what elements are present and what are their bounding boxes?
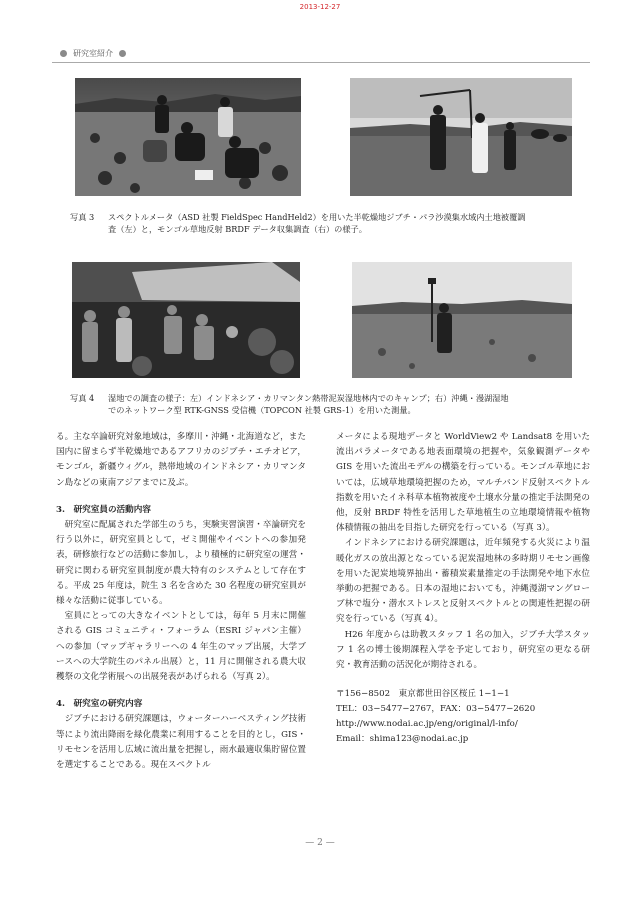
photo-4-right xyxy=(352,262,572,378)
email-address[interactable]: Email：shima123@nodai.ac.jp xyxy=(336,734,469,745)
page-number: — 2 — xyxy=(305,838,335,848)
photo-4-caption-line2: でのネットワーク型 RTK-GNSS 受信機（TOPCON 社製 GRS-1）を用いた測量。 xyxy=(108,405,416,415)
section-header xyxy=(60,48,126,59)
postal-address: 〒156−8502 東京都世田谷区桜丘 1−1−1 xyxy=(336,689,510,700)
right-paragraph-3: H26 年度からは助教スタッフ 1 名の加入，ジブチ大学スタッフ 1 名の博士後期課程入学を予定しており，研究室の更なる研究・教育活動の活況化が期待される。 xyxy=(336,629,590,671)
website-url[interactable]: http://www.nodai.ac.jp/eng/original/l-info/ xyxy=(336,719,518,730)
section-4-heading: 4. 研究室の研究内容 xyxy=(56,699,143,710)
section-3-paragraph-1: 研究室に配属された学部生のうち，実験実習演習・卒論研究を行う以外に，研究室員として，ゼミ開催やイベントへの参加発表，研修旅行などの活動に参加し，より積極的に研究室の運営・研究に関わる研究室員制度が農大特有のシステムとして存在する。平成 25 年度は，院生 3 名を含めた 30 名程度の研究室員が様々な活動に従事している。 xyxy=(56,520,306,607)
phone-fax: TEL：03−5477−2767，FAX：03−5477−2620 xyxy=(336,704,536,715)
contact-block xyxy=(336,687,590,747)
photo-4-number: 写真 4 xyxy=(70,393,95,403)
right-paragraph-2: インドネシアにおける研究課題は，近年頻発する火災により温暖化ガスの放出源となっている泥炭湿地林の多時期リモセン画像を用いた泥炭地境界抽出・蓄積炭素量推定の手法開発や地下水位挙動の把握である。日本の湿地においても，沖縄漫湖マングローブ林で塩分・潜水ストレスと反射スペクトルとの関連性把握の研究を行っている（写真 4）。 xyxy=(336,538,590,625)
bullet-dot-icon xyxy=(119,50,126,57)
right-column xyxy=(336,430,590,747)
photo-4-caption xyxy=(70,392,590,416)
photo-3-caption-line1: スペクトルメータ（ASD 社製 FieldSpec HandHeld2）を用いた半乾燥地ジブチ・パラ沙漠集水域内土地被覆調 xyxy=(108,212,526,222)
photo-3-left xyxy=(75,78,301,196)
photo-4-left xyxy=(72,262,300,378)
right-paragraph-1: メータによる現地データと WorldView2 や Landsat8 を用いた流出パラメータである地表面環境の把握や，気象観測データや GIS を用いた流出モデルの構築を行っている。モンゴル草地においては，広域草地環境把握のため，マルチバンド反射スペクトル指数を用いたイネ科草本植物被度や土壌水分量の推定手法開発の他，反射 BRDF 特性を活用した草地植生の立地環境情報や植物体積情報の抽出を目指した研究を行っている（写真 3）。 xyxy=(336,432,590,534)
photo-3-caption xyxy=(70,211,590,235)
photo-3-caption-line2: 査（左）と，モンゴル草地反射 BRDF データ収集調査（右）の様子。 xyxy=(108,224,367,234)
intro-paragraph: る。主な卒論研究対象地域は，多摩川・沖縄・北海道など，また国内に留まらず半乾燥地であるアフリカのジブチ・エチオピア，モンゴル，新疆ウィグル，熱帯地域のインドネシア・カリマンタン島などの東南アジアまでに及ぶ。 xyxy=(56,432,306,488)
section-label: 研究室紹介 xyxy=(73,49,113,58)
photo-3-right xyxy=(350,78,572,196)
date-stamp: 2013-12-27 xyxy=(299,3,341,11)
photo-4-caption-line1: 湿地での調査の様子：左）インドネシア・カリマンタン熱帯泥炭湿地林内でのキャンプ；右）沖縄・漫湖湿地 xyxy=(108,393,509,403)
bullet-dot-icon xyxy=(60,50,67,57)
photo-3-number: 写真 3 xyxy=(70,212,95,222)
header-rule xyxy=(52,62,590,63)
section-4-paragraph-1: ジブチにおける研究課題は，ウォーターハーベスティング技術等により流出降雨を緑化農業に利用することを目的とし，GIS・リモセンを活用し広域に流出量を把握し，雨水最適収集貯留位置を選定することである。現在スペクトル xyxy=(56,714,306,771)
left-column xyxy=(56,430,306,773)
section-3-heading: 3. 研究室員の活動内容 xyxy=(56,504,151,515)
section-3-paragraph-2: 室員にとっての大きなイベントとしては，毎年 5 月末に開催される GIS コミュニティ・フォーラム（ESRI ジャパン主催）への参加（マップギャラリーへの 4 年生のマップ出展，大学ブースへの大学院生のパネル出展）と，11 月に開催される農大収穫祭の文化学術展への出展発表があげられる（写真 2）。 xyxy=(56,611,306,683)
